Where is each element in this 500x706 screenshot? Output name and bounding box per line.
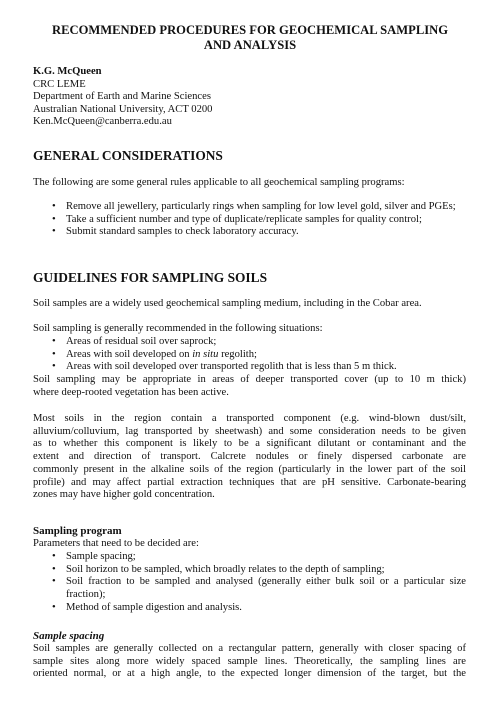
soils-paragraph-4	[33, 413, 466, 502]
title-line-2: AND ANALYSIS	[203, 38, 297, 52]
paragraph-line: Soil sampling may be appropriate in areas of deeper transported cover (up to 10 m thick)	[33, 374, 466, 385]
bullet-icon: •	[52, 226, 56, 238]
paragraph-line: zones may have higher gold concentration.	[33, 489, 215, 501]
paragraph-line: alluvium/colluvium, lag transported by sheetwash) and some consideration needs to be given	[33, 425, 466, 437]
heading-guidelines-soils: GUIDELINES FOR SAMPLING SOILS	[33, 270, 268, 285]
bullet-icon: •	[52, 201, 56, 212]
author-email: Ken.McQueen@canberra.edu.au	[33, 116, 172, 128]
author-dept: Department of Earth and Marine Sciences	[33, 91, 211, 103]
list-item	[33, 214, 466, 227]
list-item	[33, 564, 466, 577]
paragraph-line: commonly present in the alkaline soils of the region (particularly in the lower part of the soil	[33, 463, 466, 475]
paragraph-line: where deep-rooted vegetation has been active.	[33, 386, 229, 398]
heading-general-considerations: GENERAL CONSIDERATIONS	[33, 148, 223, 163]
author-name: K.G. McQueen	[33, 66, 102, 77]
bullet-icon: •	[52, 601, 56, 613]
list-item-text: Submit standard samples to check laboratory accuracy.	[66, 226, 299, 238]
document-title	[25, 23, 475, 53]
list-item-text: Areas of residual soil over saprock;	[66, 336, 217, 347]
list-item	[33, 602, 466, 615]
list-item-italic: in situ	[192, 348, 219, 360]
paragraph-line: profile) and may affect partial extraction techniques that are pH sensitive. Carbonate-bearing	[33, 476, 466, 488]
list-item	[33, 361, 466, 374]
list-item	[33, 201, 466, 214]
bullet-icon: •	[52, 213, 56, 225]
heading-sample-spacing: Sample spacing	[33, 630, 105, 642]
author-org: CRC LEME	[33, 78, 86, 90]
paragraph-line: oriented normal, or at a high angle, to the expected longer dimension of the target, but the	[33, 668, 466, 680]
paragraph-line: sample sites along more widely spaced sample lines. Theoretically, the sampling lines are	[33, 655, 466, 667]
title-line-1: RECOMMENDED PROCEDURES FOR GEOCHEMICAL SAMPLING	[51, 23, 449, 37]
general-bullet-list	[33, 201, 466, 239]
bullet-icon: •	[52, 361, 56, 373]
list-item-text: Sample spacing;	[66, 551, 136, 562]
list-item	[33, 576, 466, 601]
soils-paragraph-2: Soil sampling is generally recommended in the following situations:	[33, 323, 323, 334]
program-intro: Parameters that need to be decided are:	[33, 538, 199, 549]
soils-paragraph-1: Soil samples are a widely used geochemical sampling medium, including in the Cobar area.	[33, 298, 422, 309]
list-item-text-pre: Areas with soil developed on	[66, 348, 193, 360]
author-university: Australian National University, ACT 0200	[33, 103, 213, 115]
list-item-text-post: regolith;	[218, 348, 257, 360]
list-item-text: Soil horizon to be sampled, which broadly relates to the depth of sampling;	[66, 563, 385, 575]
soils-paragraph-3	[33, 374, 466, 399]
paragraph-line: Most soils in the region contain a transported component (e.g. wind-blown dust/silt,	[33, 413, 466, 424]
soils-bullet-list	[33, 336, 466, 374]
list-item	[33, 551, 466, 564]
bullet-icon: •	[52, 551, 56, 562]
bullet-icon: •	[52, 576, 56, 588]
paragraph-line: extent and direction of transport. Calcrete nodules or finely dispersed carbonate are	[33, 451, 466, 463]
author-block	[33, 66, 212, 129]
list-item-text: Areas with soil developed over transported regolith that is less than 5 m thick.	[66, 361, 397, 373]
bullet-icon: •	[52, 336, 56, 347]
paragraph-line: as to whether this component is likely to be a significant dilutant or contaminant and the	[33, 438, 466, 450]
list-item-text: Soil fraction to be sampled and analysed (generally either bulk soil or a particular size fraction);	[66, 576, 466, 601]
paragraph-line: Soil samples are generally collected on a rectangular pattern, generally with closer spacing of	[33, 643, 466, 654]
heading-sampling-program: Sampling program	[33, 525, 122, 537]
list-item	[33, 336, 466, 349]
general-intro: The following are some general rules applicable to all geochemical sampling programs:	[33, 177, 405, 188]
spacing-paragraph	[33, 643, 466, 681]
bullet-icon: •	[52, 563, 56, 575]
list-item-text: Take a sufficient number and type of duplicate/replicate samples for quality control;	[66, 213, 422, 225]
program-bullet-list	[33, 551, 466, 615]
list-item-text: Remove all jewellery, particularly rings when sampling for low level gold, silver and PGEs;	[66, 201, 456, 212]
list-item-text: Method of sample digestion and analysis.	[66, 601, 242, 613]
list-item	[33, 226, 466, 239]
bullet-icon: •	[52, 348, 56, 360]
list-item	[33, 349, 466, 362]
